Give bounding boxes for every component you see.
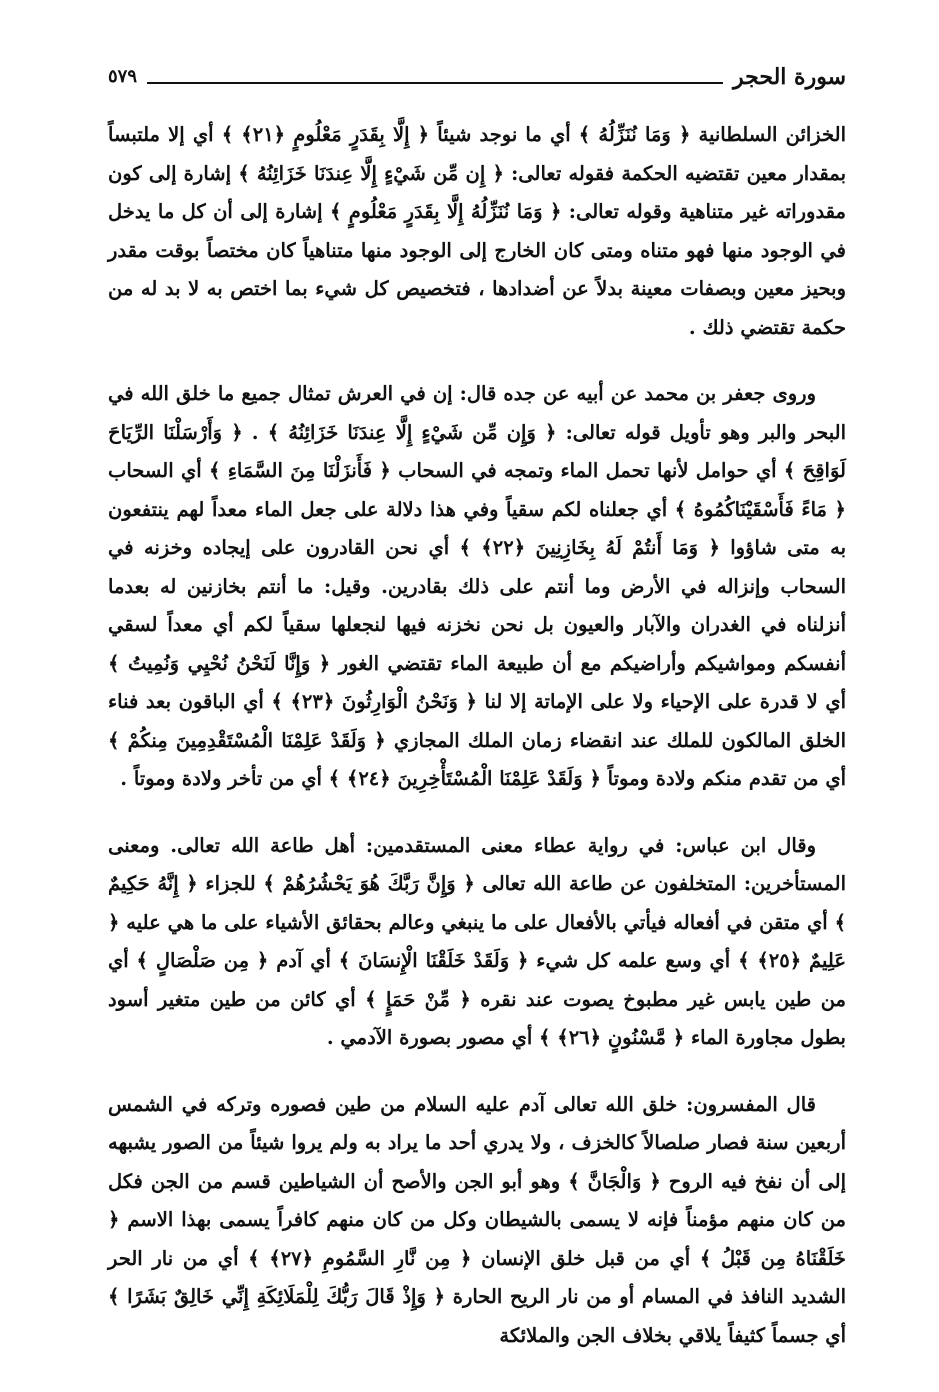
paragraph-gap xyxy=(108,347,846,375)
surah-title: سورة الحجر xyxy=(733,64,846,90)
paragraph-2: وروى جعفر بن محمد عن أبيه عن جده قال: إن في العرش تمثال جميع ما خلق الله في البحر والبر وهو تأويل قوله تعالى: ﴿ وَإِن مِّن شَيْءٍ إِلَّا عِندَنَا خَزَائِنُهُ ﴾ . ﴿ وَأَرْسَلْنَا الرِّيَاحَ لَوَاقِحَ ﴾ أي حوامل لأنها تحمل الماء وتمجه في السحاب ﴿ فَأَنزَلْنَا مِنَ السَّمَاءِ ﴾ أي السحاب ﴿ مَاءً فَأَسْقَيْنَاكُمُوهُ ﴾ أي جعلناه لكم سقياً وفي هذا دلالة على جعل الماء معداً لهم ينتفعون به متى شاؤوا ﴿ وَمَا أَنتُمْ لَهُ بِخَازِنِينَ ﴿٢٢﴾ ﴾ أي نحن القادرون على إيجاده وخزنه في السحاب وإنزاله في الأرض وما أنتم على ذلك بقادرين. وقيل: ما أنتم بخازنين له بعدما أنزلناه في الغدران والآبار والعيون بل نحن نخزنه فيها لنجعلها سقياً لكم أي معداً لسقي أنفسكم ومواشيكم وأراضيكم مع أن طبيعة الماء تقتضي الغور ﴿ وَإِنَّا لَنَحْنُ نُحْيِي وَنُمِيتُ ﴾ أي لا قدرة على الإحياء ولا على الإماتة إلا لنا ﴿ وَنَحْنُ الْوَارِثُونَ ﴿٢٣﴾ ﴾ أي الباقون بعد فناء الخلق المالكون للملك عند انقضاء زمان الملك المجازي ﴿ وَلَقَدْ عَلِمْنَا الْمُسْتَقْدِمِينَ مِنكُمْ ﴾ أي من تقدم منكم ولادة وموتاً ﴿ وَلَقَدْ عَلِمْنَا الْمُسْتَأْخِرِينَ ﴿٢٤﴾ ﴾ أي من تأخر ولادة وموتاً . xyxy=(108,382,847,790)
paragraph-gap xyxy=(108,1058,846,1086)
paragraph-1: الخزائن السلطانية ﴿ وَمَا نُنَزِّلُهُ ﴾ أي ما نوجد شيئاً ﴿ إِلَّا بِقَدَرٍ مَعْلُومٍ ﴿٢١﴾ ﴾ أي إلا ملتبساً بمقدار معين تقتضيه الحكمة فقوله تعالى: ﴿ إِن مِّن شَيْءٍ إِلَّا عِندَنَا خَزَائِنُهُ ﴾ إشارة إلى كون مقدوراته غير متناهية وقوله تعالى: ﴿ وَمَا نُنَزِّلُهُ إِلَّا بِقَدَرٍ مَعْلُومٍ ﴾ إشارة إلى أن كل ما يدخل في الوجود منها فهو متناه ومتى كان الخارج إلى الوجود منها متناهياً كان مختصاً بوقت مقدر وبحيز معين وبصفات معينة بدلاً عن أضدادها ، فتخصيص كل شيء بما اختص به لا بد له من حكمة تقتضي ذلك . xyxy=(108,123,847,339)
header-rule xyxy=(147,82,723,84)
paragraph-4: قال المفسرون: خلق الله تعالى آدم عليه السلام من طين فصوره وتركه في الشمس أربعين سنة فصار صلصالاً كالخزف ، ولا يدري أحد ما يراد به ولم يروا شيئاً من الصور يشبهه إلى أن نفخ فيه الروح ﴿ وَالْجَانَّ ﴾ وهو أبو الجن والأصح أن الشياطين قسم من الجن فكل من كان منهم مؤمناً فإنه لا يسمى بالشيطان وكل من كان منهم كافراً يسمى بهذا الاسم ﴿ خَلَقْنَاهُ مِن قَبْلُ ﴾ أي من قبل خلق الإنسان ﴿ مِن نَّارِ السَّمُومِ ﴿٢٧﴾ ﴾ أي من نار الحر الشديد النافذ في المسام أو من نار الريح الحارة ﴿ وَإِذْ قَالَ رَبُّكَ لِلْمَلَائِكَةِ إِنِّي خَالِقٌ بَشَرًا ﴾ أي جسماً كثيفاً يلاقي بخلاف الجن والملائكة xyxy=(108,1092,846,1347)
page-header xyxy=(108,62,846,90)
paragraph-gap xyxy=(108,799,846,827)
page-body xyxy=(108,116,846,1355)
page-number: ٥٧٩ xyxy=(108,66,138,87)
paragraph-3: وقال ابن عباس: في رواية عطاء معنى المستقدمين: أهل طاعة الله تعالى. ومعنى المستأخرين: المتخلفون عن طاعة الله تعالى ﴿ وَإِنَّ رَبَّكَ هُوَ يَحْشُرُهُمْ ﴾ للجزاء ﴿ إِنَّهُ حَكِيمٌ ﴾ أي متقن في أفعاله فيأتي بالأفعال على ما ينبغي وعالم بحقائق الأشياء على ما هي عليه ﴿ عَلِيمٌ ﴿٢٥﴾ ﴾ أي وسع علمه كل شيء ﴿ وَلَقَدْ خَلَقْنَا الْإِنسَانَ ﴾ أي آدم ﴿ مِن صَلْصَالٍ ﴾ أي من طين يابس غير مطبوخ يصوت عند نقره ﴿ مِّنْ حَمَإٍ ﴾ أي كائن من طين متغير أسود بطول مجاورة الماء ﴿ مَّسْنُونٍ ﴿٢٦﴾ ﴾ أي مصور بصورة الآدمي . xyxy=(108,833,846,1049)
